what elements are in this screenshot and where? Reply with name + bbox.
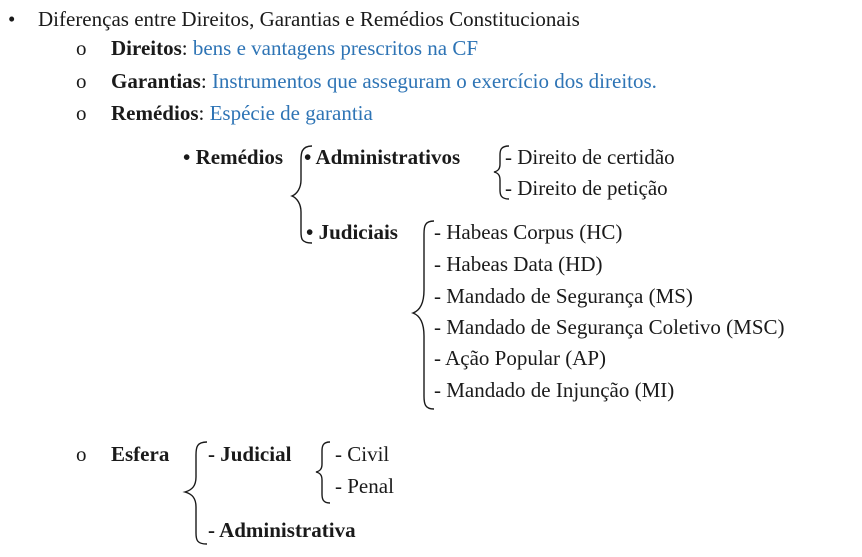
item-desc: Espécie de garantia [204,101,373,125]
item-desc: Instrumentos que asseguram o exercício dos direitos. [206,69,657,93]
admin-child: - Direito de petição [505,176,668,200]
item-sep: : [181,36,188,60]
sub-bullet-symbol: o [76,36,87,60]
item-sep: : [200,69,207,93]
sub-bullet-symbol: o [76,69,87,93]
brace-administrativos [494,146,509,199]
main-bullet-symbol: • [8,7,16,31]
brace-remedios [292,146,312,243]
admin-child: - Direito de certidão [505,145,675,169]
judiciais-child: - Habeas Corpus (HC) [434,220,623,244]
item-term: Direitos [111,36,182,60]
remedios-root: • Remédios [183,145,284,169]
judiciais-child: - Mandado de Segurança Coletivo (MSC) [434,315,785,339]
brace-esfera [185,442,207,544]
administrativos-label: • Administrativos [304,145,461,169]
administrativa-label: - Administrativa [208,518,356,542]
item-term: Garantias [111,69,201,93]
main-bullet-text: Diferenças entre Direitos, Garantias e Remédios Constitucionais [38,7,580,31]
judicial-child: - Civil [335,442,390,466]
item-desc: bens e vantagens prescritos na CF [187,36,479,60]
judiciais-label: • Judiciais [306,220,398,244]
judicial-child: - Penal [335,474,394,498]
judiciais-child: - Mandado de Segurança (MS) [434,284,693,308]
item-sep: : [198,101,205,125]
judicial-label: - Judicial [208,442,292,466]
judiciais-child: - Habeas Data (HD) [434,252,603,276]
judiciais-child: - Ação Popular (AP) [434,346,607,370]
esfera-label: Esfera [111,442,170,466]
brace-judiciais [413,221,434,409]
sub-bullet-symbol: o [76,442,87,466]
sub-bullet-symbol: o [76,101,87,125]
brace-judicial [316,442,330,503]
judiciais-child: - Mandado de Injunção (MI) [434,378,675,402]
item-term: Remédios [111,101,199,125]
